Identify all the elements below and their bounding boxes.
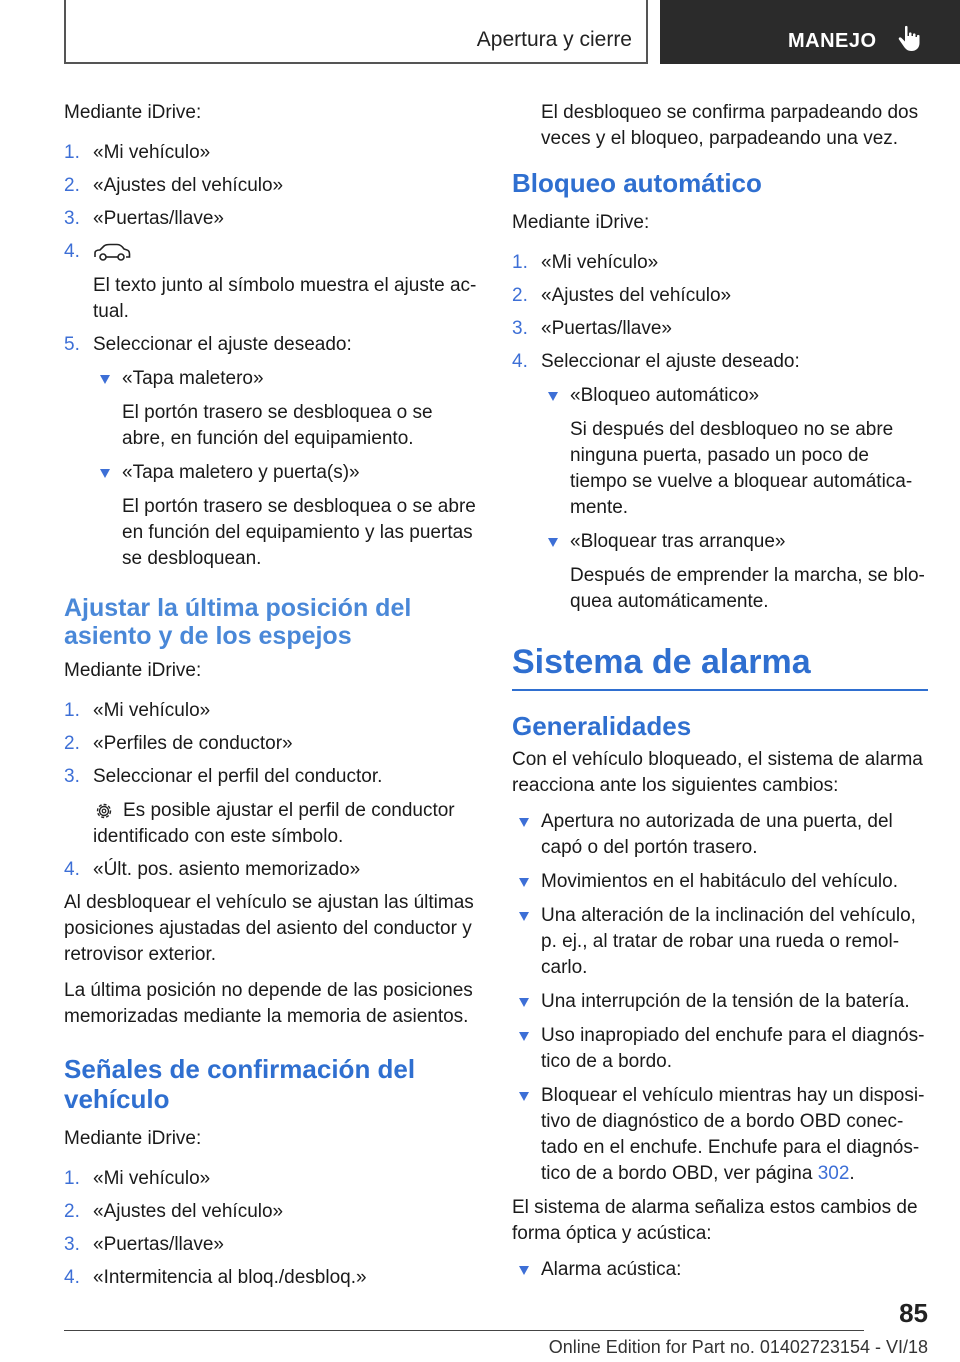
list-item bbox=[64, 1232, 478, 1258]
list-item bbox=[93, 460, 478, 572]
intro-text: Mediante iDrive: bbox=[64, 102, 202, 123]
options-list bbox=[93, 366, 478, 572]
list-item bbox=[512, 250, 928, 276]
bullet-text: Bloquear el vehículo mientras hay un dispositivo de diagnóstico de a bordo OBD conectado en el enchufe. Enchufe para el diagnóstico de a bordo OBD, ver página bbox=[541, 1085, 925, 1184]
list-item bbox=[64, 731, 478, 757]
list-item bbox=[512, 869, 928, 895]
list-item bbox=[541, 529, 928, 615]
list-item bbox=[64, 206, 478, 232]
list-item bbox=[512, 283, 928, 309]
bullet-text: Una alteración de la inclinación del vehículo, p. ej., al tratar de robar una rueda o remolcarlo. bbox=[541, 905, 916, 978]
step-text: «Últ. pos. asiento memorizado» bbox=[93, 859, 361, 880]
step-number: 4. bbox=[64, 1267, 80, 1288]
steps-list bbox=[64, 140, 478, 572]
step-text: Seleccionar el ajuste deseado: bbox=[541, 351, 800, 372]
section-heading-seat-position: Ajustar la última posición del asiento y de los espejos bbox=[64, 594, 412, 650]
body-paragraph: El sistema de alarma señaliza estos cambios de forma óptica y acústica: bbox=[512, 1197, 918, 1244]
step-text: Seleccionar el ajuste deseado: bbox=[93, 334, 352, 355]
step-text: «Mi vehículo» bbox=[541, 252, 659, 273]
list-item bbox=[512, 903, 928, 981]
step-text: «Puertas/llave» bbox=[93, 1234, 224, 1255]
car-icon bbox=[93, 242, 131, 262]
header-section-box bbox=[64, 0, 648, 64]
step-number: 2. bbox=[512, 285, 528, 306]
right-column bbox=[512, 100, 928, 1291]
step-number: 1. bbox=[64, 700, 80, 721]
left-column bbox=[64, 100, 478, 1298]
step-number: 4. bbox=[64, 241, 80, 262]
option-title: «Tapa maletero y puerta(s)» bbox=[122, 462, 360, 483]
step-number: 4. bbox=[512, 351, 528, 372]
step-number: 4. bbox=[64, 859, 80, 880]
step-number: 5. bbox=[64, 334, 80, 355]
step-text: «Mi vehículo» bbox=[93, 1168, 211, 1189]
step-number: 1. bbox=[64, 1168, 80, 1189]
bullet-list bbox=[512, 1257, 928, 1283]
triangle-bullet-icon bbox=[519, 912, 529, 921]
list-item bbox=[512, 1023, 928, 1075]
step-text: «Ajustes del vehículo» bbox=[93, 175, 284, 196]
option-title: «Bloqueo automático» bbox=[570, 385, 760, 406]
step-number: 2. bbox=[64, 733, 80, 754]
steps-list bbox=[64, 698, 478, 883]
step-text: «Puertas/llave» bbox=[93, 208, 224, 229]
body-paragraph: Al desbloquear el vehículo se ajustan las últimas posiciones ajustadas del asiento del conductor y retrovisor exterior. bbox=[64, 892, 474, 965]
step-text: «Ajustes del vehículo» bbox=[93, 1201, 284, 1222]
list-item bbox=[64, 857, 478, 883]
bullet-text: Apertura no autorizada de una puerta, del capó o del portón trasero. bbox=[541, 811, 893, 858]
bullet-text: Alarma acústica: bbox=[541, 1259, 682, 1280]
triangle-bullet-icon bbox=[519, 818, 529, 827]
step-number: 3. bbox=[512, 318, 528, 339]
bullet-text: Uso inapropiado del enchufe para el diagnóstico de a bordo. bbox=[541, 1025, 925, 1072]
step-text: «Mi vehículo» bbox=[93, 700, 211, 721]
list-item bbox=[64, 1265, 478, 1291]
list-item bbox=[512, 316, 928, 342]
list-item bbox=[93, 366, 478, 452]
option-description: Después de emprender la marcha, se bloquea automáticamente. bbox=[570, 565, 925, 612]
step-number: 3. bbox=[64, 766, 80, 787]
option-description: Si después del desbloqueo no se abre ninguna puerta, pasado un poco de tiempo se vuelve a bloquear automáticamente. bbox=[570, 419, 913, 518]
step-note-text: Es posible ajustar el perfil de conductor identificado con este símbolo. bbox=[93, 800, 455, 847]
page-reference-link[interactable]: 302 bbox=[817, 1163, 850, 1184]
bullet-text-end: . bbox=[849, 1163, 855, 1184]
triangle-bullet-icon bbox=[519, 1266, 529, 1275]
option-title: «Tapa maletero» bbox=[122, 368, 264, 389]
intro-text: Mediante iDrive: bbox=[64, 1128, 202, 1149]
step-number: 2. bbox=[64, 175, 80, 196]
step-text: «Ajustes del vehículo» bbox=[541, 285, 732, 306]
triangle-bullet-icon bbox=[519, 1092, 529, 1101]
step-number: 3. bbox=[64, 1234, 80, 1255]
intro-text: Mediante iDrive: bbox=[64, 660, 202, 681]
list-item bbox=[64, 1166, 478, 1192]
footer-edition: Online Edition for Part no. 01402723154 - VI/18 bbox=[548, 1337, 928, 1357]
option-description: El portón trasero se desbloquea o se abre en función del equipamiento y las puertas se desbloquean. bbox=[122, 496, 476, 569]
step-text: «Perfiles de conductor» bbox=[93, 733, 293, 754]
triangle-bullet-icon bbox=[519, 1032, 529, 1041]
body-paragraph: Con el vehículo bloqueado, el sistema de alarma reacciona ante los siguientes cambios: bbox=[512, 749, 923, 796]
bullet-list bbox=[512, 809, 928, 1187]
step-text: El texto junto al símbolo muestra el ajuste actual. bbox=[93, 275, 477, 322]
option-title: «Bloquear tras arranque» bbox=[570, 531, 786, 552]
triangle-bullet-icon bbox=[548, 392, 558, 401]
body-paragraph: La última posición no depende de las posiciones memorizadas mediante la memoria de asientos. bbox=[64, 980, 473, 1027]
step-number: 3. bbox=[64, 208, 80, 229]
options-list bbox=[541, 383, 928, 615]
hand-icon bbox=[896, 24, 922, 52]
list-item bbox=[64, 239, 478, 325]
header-chapter-title: MANEJO bbox=[788, 30, 877, 52]
list-item bbox=[64, 173, 478, 199]
option-description: El portón trasero se desbloquea o se abre, en función del equipamiento. bbox=[122, 402, 433, 449]
steps-list bbox=[64, 1166, 478, 1291]
step-number: 2. bbox=[64, 1201, 80, 1222]
step-note bbox=[93, 798, 478, 850]
step-number: 1. bbox=[512, 252, 528, 273]
triangle-bullet-icon bbox=[519, 998, 529, 1007]
step-text: «Puertas/llave» bbox=[541, 318, 672, 339]
list-item bbox=[64, 698, 478, 724]
footer-divider bbox=[64, 1330, 864, 1331]
section-heading-auto-lock: Bloqueo automático bbox=[512, 168, 762, 198]
bullet-text: Movimientos en el habitáculo del vehículo. bbox=[541, 871, 898, 892]
triangle-bullet-icon bbox=[519, 878, 529, 887]
section-heading-general: Generalidades bbox=[512, 711, 692, 741]
header-section-title: Apertura y cierre bbox=[476, 28, 632, 51]
triangle-bullet-icon bbox=[100, 469, 110, 478]
step-number: 1. bbox=[64, 142, 80, 163]
steps-list bbox=[512, 250, 928, 615]
continuation-paragraph: El desbloqueo se confirma parpadeando dos veces y el bloqueo, parpadeando una vez. bbox=[541, 102, 919, 149]
list-item bbox=[512, 1257, 928, 1283]
list-item bbox=[512, 349, 928, 615]
section-heading-confirmation-signals: Señales de confirmación del vehículo bbox=[64, 1054, 416, 1114]
gear-icon bbox=[93, 800, 115, 822]
list-item bbox=[64, 140, 478, 166]
step-text: Seleccionar el perfil del conductor. bbox=[93, 766, 383, 787]
page-number: 85 bbox=[899, 1298, 928, 1328]
list-item bbox=[512, 809, 928, 861]
list-item bbox=[64, 764, 478, 850]
bullet-text: Una interrupción de la tensión de la batería. bbox=[541, 991, 910, 1012]
intro-text: Mediante iDrive: bbox=[512, 212, 650, 233]
list-item bbox=[64, 332, 478, 572]
step-text: «Intermitencia al bloq./desbloq.» bbox=[93, 1267, 367, 1288]
list-item bbox=[64, 1199, 478, 1225]
header-chapter-box bbox=[660, 0, 960, 64]
triangle-bullet-icon bbox=[100, 375, 110, 384]
list-item bbox=[512, 1083, 928, 1187]
triangle-bullet-icon bbox=[548, 538, 558, 547]
list-item bbox=[512, 989, 928, 1015]
chapter-title-alarm-system: Sistema de alarma bbox=[512, 641, 928, 691]
step-text: «Mi vehículo» bbox=[93, 142, 211, 163]
list-item bbox=[541, 383, 928, 521]
